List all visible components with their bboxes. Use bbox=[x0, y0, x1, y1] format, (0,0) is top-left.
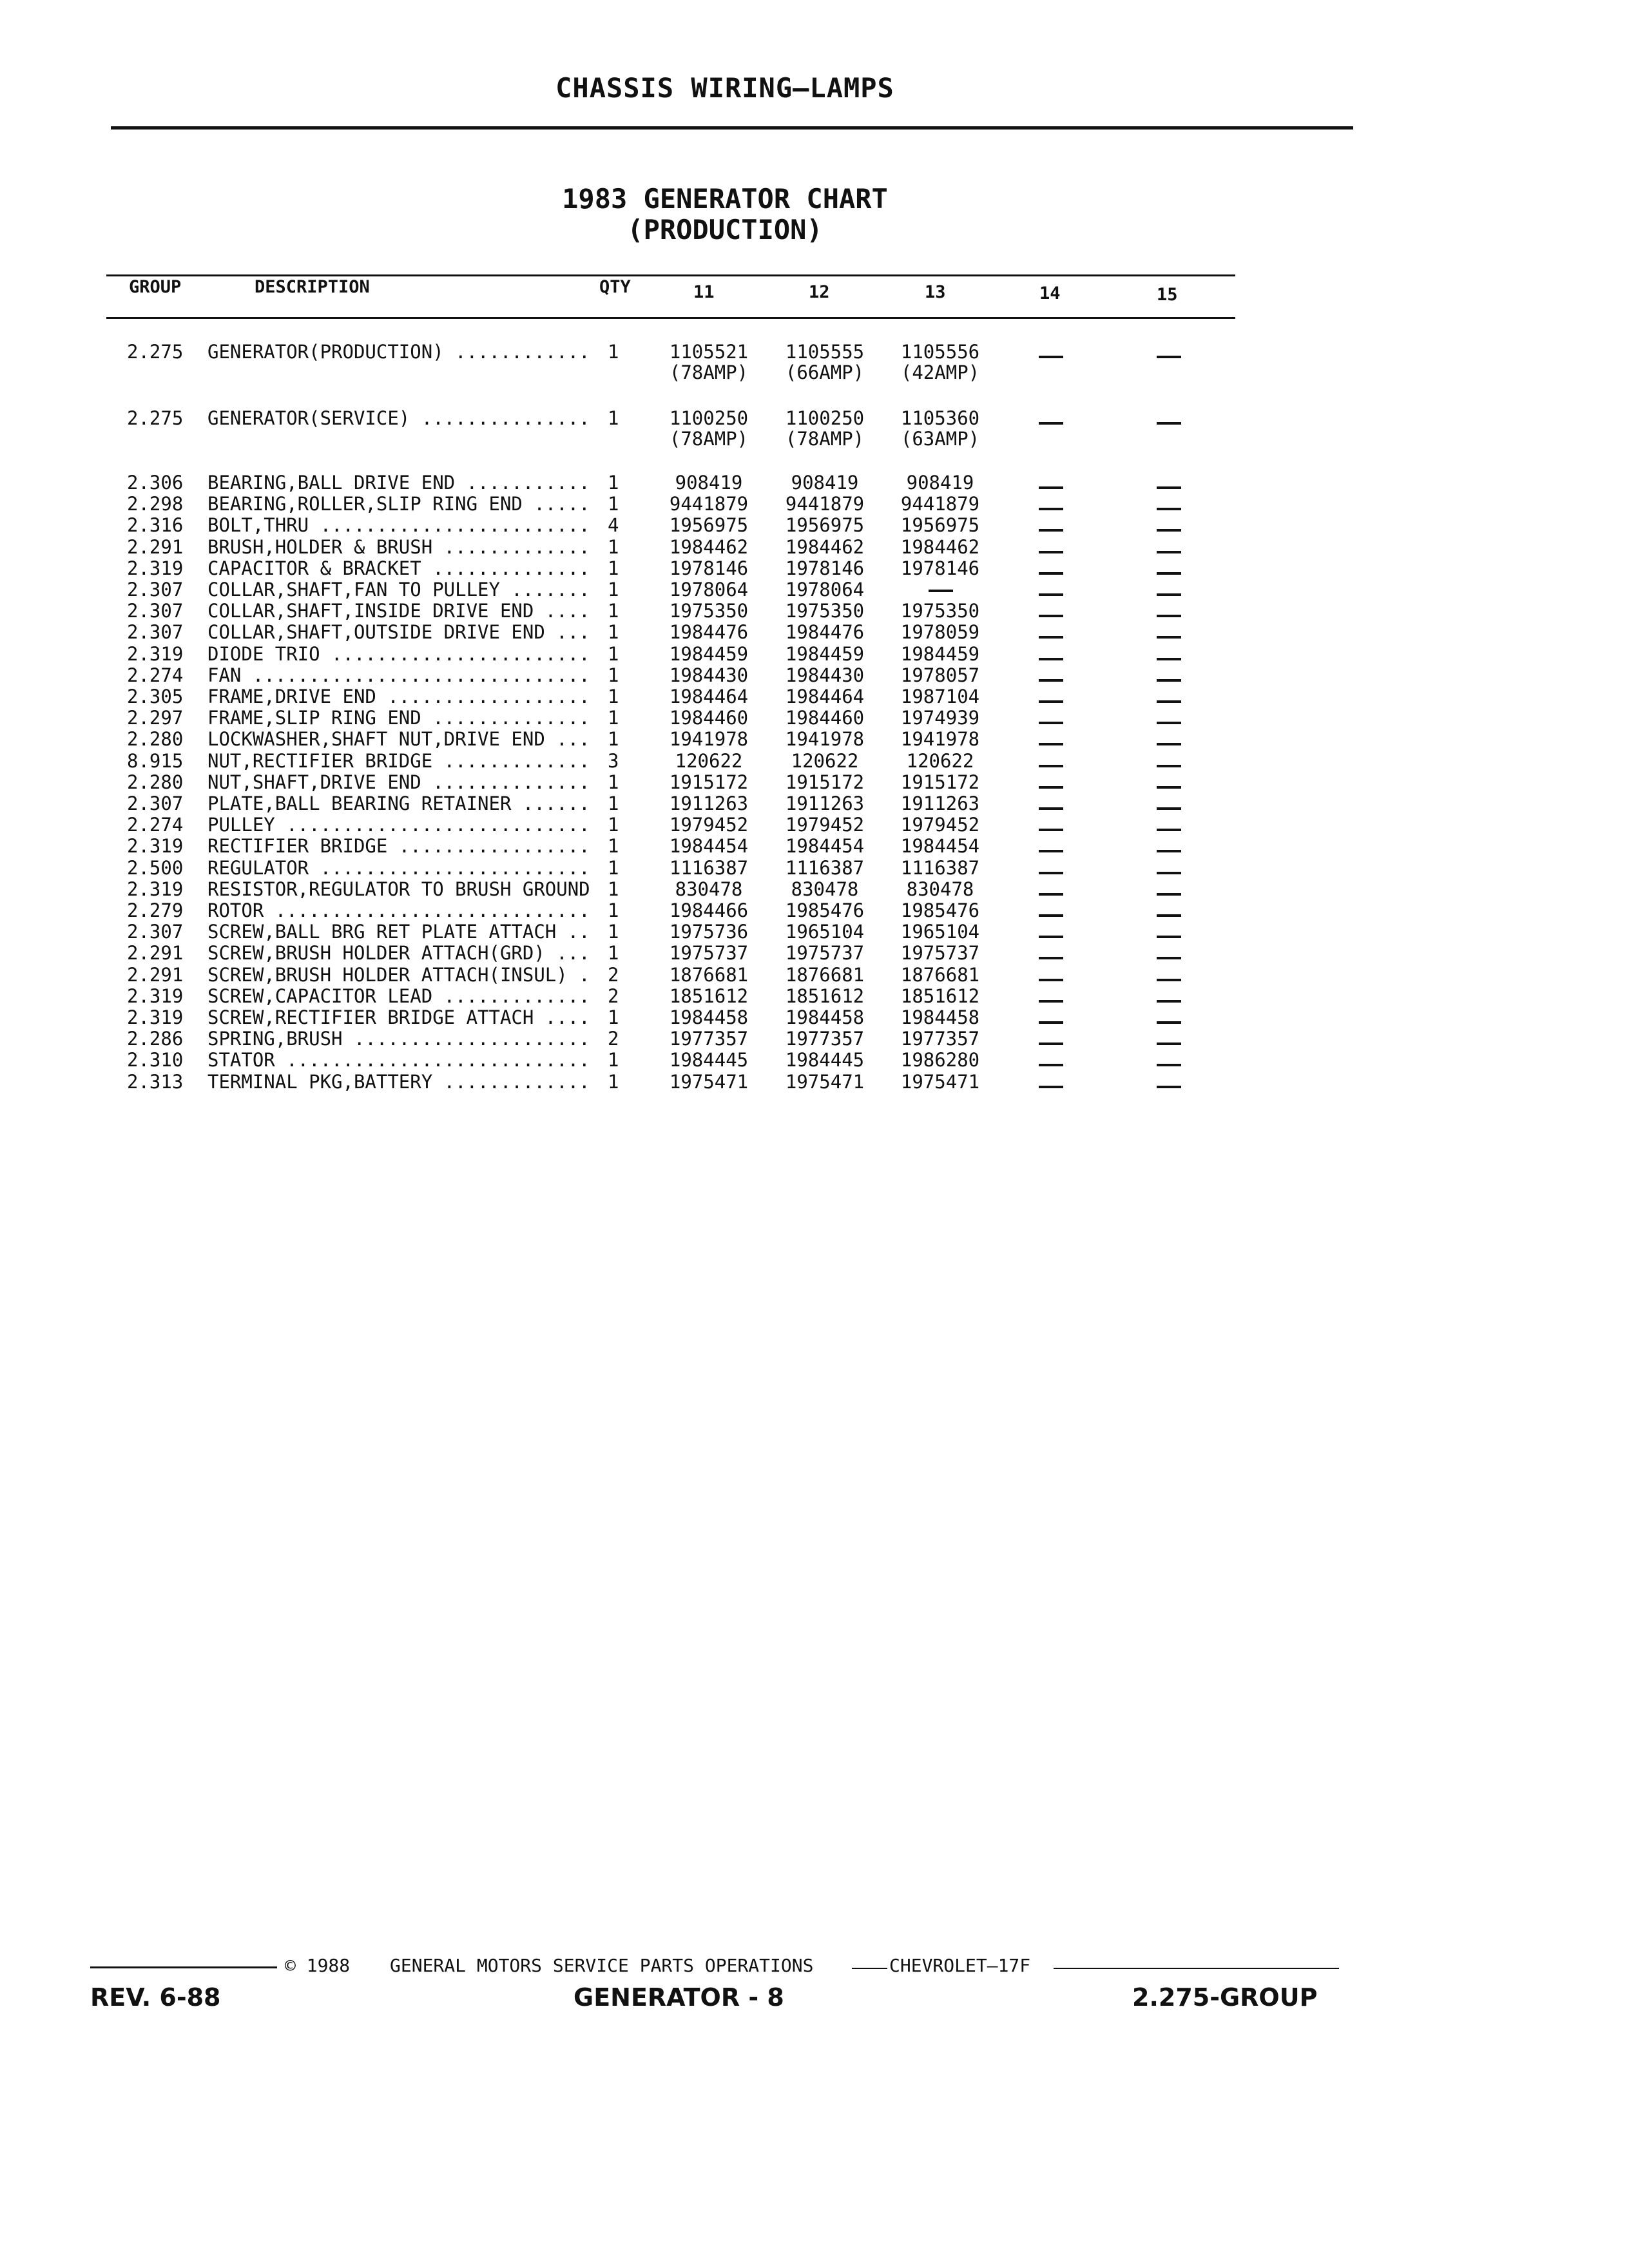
row-c15-dash bbox=[1157, 1000, 1181, 1003]
col-header-12: 12 bbox=[809, 282, 830, 302]
row-c13: 1979452 bbox=[900, 814, 980, 836]
footer-rule-left bbox=[90, 1966, 277, 1968]
row-c12: 830478 bbox=[791, 878, 859, 900]
row-c13: 1978057 bbox=[900, 664, 980, 686]
row-group: 2.291 bbox=[127, 942, 184, 965]
row-c15-dash bbox=[1157, 572, 1181, 575]
row-group: 2.307 bbox=[127, 793, 184, 814]
row-c12: 1975471 bbox=[785, 1070, 865, 1093]
row-c14-dash bbox=[1039, 893, 1063, 896]
row-c14-dash bbox=[1039, 636, 1063, 639]
row-c12: 1984464 bbox=[785, 686, 865, 707]
row-c12: 1984445 bbox=[785, 1049, 865, 1072]
row-group: 2.310 bbox=[127, 1049, 184, 1072]
row-description: BEARING,ROLLER,SLIP RING END ..... bbox=[207, 493, 590, 515]
row-c14-dash bbox=[1039, 593, 1063, 596]
row-c14-dash bbox=[1039, 486, 1063, 489]
row-c15-dash bbox=[1157, 936, 1181, 938]
row-group: 2.306 bbox=[127, 472, 184, 494]
row-c14-dash bbox=[1039, 1086, 1063, 1088]
row-c14-dash bbox=[1039, 529, 1063, 532]
row-c12: 1956975 bbox=[785, 514, 865, 537]
row-group: 2.319 bbox=[127, 878, 184, 900]
row-c13: 1984459 bbox=[900, 642, 980, 665]
row-c15-dash bbox=[1157, 508, 1181, 510]
row-c12: 1984454 bbox=[785, 835, 865, 858]
row-description: SCREW,BRUSH HOLDER ATTACH(GRD) ... bbox=[207, 942, 590, 965]
row-group: 8.915 bbox=[127, 749, 184, 772]
row-description: NUT,SHAFT,DRIVE END .............. bbox=[207, 771, 590, 793]
row-qty: 1 bbox=[608, 835, 619, 858]
row-c13: 9441879 bbox=[900, 493, 980, 515]
row-amp-note: (42AMP) bbox=[900, 361, 980, 383]
row-c12: 1975737 bbox=[785, 942, 865, 965]
row-c11: 1105521 bbox=[669, 341, 749, 363]
row-group: 2.313 bbox=[127, 1070, 184, 1093]
row-c13: 1985476 bbox=[900, 899, 980, 921]
row-c12: 1978146 bbox=[785, 557, 865, 579]
row-c13: 1941978 bbox=[900, 728, 980, 751]
row-c13: 1956975 bbox=[900, 514, 980, 537]
row-c11: 1984454 bbox=[669, 835, 749, 858]
row-c14-dash bbox=[1039, 936, 1063, 938]
col-header-group: GROUP bbox=[129, 277, 182, 297]
row-qty: 1 bbox=[608, 341, 619, 363]
row-c12: 1984430 bbox=[785, 664, 865, 686]
footer-copyright: © 1988 bbox=[285, 1955, 351, 1976]
row-description: LOCKWASHER,SHAFT NUT,DRIVE END ... bbox=[207, 728, 590, 751]
row-c12: 120622 bbox=[791, 749, 859, 772]
row-c11: 1941978 bbox=[669, 728, 749, 751]
row-group: 2.319 bbox=[127, 1006, 184, 1028]
row-c14-dash bbox=[1039, 1021, 1063, 1024]
row-c13: 1984462 bbox=[900, 535, 980, 558]
row-c14-dash bbox=[1039, 765, 1063, 767]
row-c12: 1965104 bbox=[785, 921, 865, 943]
row-c15-dash bbox=[1157, 1021, 1181, 1024]
row-c13: 120622 bbox=[906, 749, 974, 772]
row-qty: 1 bbox=[608, 642, 619, 665]
row-c15-dash bbox=[1157, 529, 1181, 532]
row-group: 2.319 bbox=[127, 985, 184, 1007]
row-amp-note: (78AMP) bbox=[785, 428, 865, 450]
row-qty: 4 bbox=[608, 514, 619, 537]
row-c15-dash bbox=[1157, 593, 1181, 596]
row-qty: 1 bbox=[608, 407, 619, 429]
row-qty: 1 bbox=[608, 771, 619, 793]
row-group: 2.280 bbox=[127, 728, 184, 751]
row-c11: 1915172 bbox=[669, 771, 749, 793]
footer-group: 2.275-GROUP bbox=[1132, 1983, 1318, 2012]
row-description: SCREW,BRUSH HOLDER ATTACH(INSUL) . bbox=[207, 963, 590, 986]
row-c15-dash bbox=[1157, 658, 1181, 660]
row-description: STATOR ........................... bbox=[207, 1049, 590, 1072]
row-c14-dash bbox=[1039, 829, 1063, 831]
row-c12: 1984462 bbox=[785, 535, 865, 558]
row-description: COLLAR,SHAFT,OUTSIDE DRIVE END ... bbox=[207, 621, 590, 644]
row-c12: 1984459 bbox=[785, 642, 865, 665]
table-header-rule bbox=[106, 317, 1235, 319]
row-amp-note: (78AMP) bbox=[669, 361, 749, 383]
row-description: CAPACITOR & BRACKET .............. bbox=[207, 557, 590, 579]
row-qty: 1 bbox=[608, 1049, 619, 1072]
row-c15-dash bbox=[1157, 893, 1181, 896]
row-qty: 1 bbox=[608, 707, 619, 729]
row-group: 2.319 bbox=[127, 557, 184, 579]
row-c12: 1984460 bbox=[785, 707, 865, 729]
row-description: FRAME,SLIP RING END .............. bbox=[207, 707, 590, 729]
row-amp-note: (63AMP) bbox=[900, 428, 980, 450]
row-group: 2.298 bbox=[127, 493, 184, 515]
row-c15-dash bbox=[1157, 979, 1181, 981]
row-description: BEARING,BALL DRIVE END ........... bbox=[207, 472, 590, 494]
row-c13: 1975350 bbox=[900, 600, 980, 622]
row-group: 2.286 bbox=[127, 1028, 184, 1050]
row-c15-dash bbox=[1157, 636, 1181, 639]
row-qty: 1 bbox=[608, 878, 619, 900]
row-description: ROTOR ............................ bbox=[207, 899, 590, 921]
row-description: PLATE,BALL BEARING RETAINER ...... bbox=[207, 793, 590, 814]
row-c12: 908419 bbox=[791, 472, 859, 494]
row-group: 2.274 bbox=[127, 664, 184, 686]
row-group: 2.319 bbox=[127, 642, 184, 665]
row-c14-dash bbox=[1039, 1064, 1063, 1066]
row-qty: 1 bbox=[608, 686, 619, 707]
row-c15-dash bbox=[1157, 807, 1181, 810]
row-c15-dash bbox=[1157, 765, 1181, 767]
row-group: 2.279 bbox=[127, 899, 184, 921]
row-amp-note: (78AMP) bbox=[669, 428, 749, 450]
row-c15-dash bbox=[1157, 722, 1181, 724]
footer-division bbox=[852, 1955, 1068, 2019]
row-description: NUT,RECTIFIER BRIDGE ............. bbox=[207, 749, 590, 772]
footer-org: GENERAL MOTORS SERVICE PARTS OPERATIONS bbox=[390, 1955, 814, 1976]
row-c13: 908419 bbox=[906, 472, 974, 494]
chart-title-line2: (PRODUCTION) bbox=[627, 214, 823, 245]
row-c13: 1915172 bbox=[900, 771, 980, 793]
col-header-qty: QTY bbox=[599, 277, 631, 297]
row-c14-dash bbox=[1039, 551, 1063, 553]
row-c14-dash bbox=[1039, 1043, 1063, 1045]
row-description: SCREW,RECTIFIER BRIDGE ATTACH .... bbox=[207, 1006, 590, 1028]
row-c13: 1975737 bbox=[900, 942, 980, 965]
row-qty: 1 bbox=[608, 793, 619, 814]
row-qty: 1 bbox=[608, 942, 619, 965]
row-c12: 1915172 bbox=[785, 771, 865, 793]
row-c12: 1851612 bbox=[785, 985, 865, 1007]
row-c11: 120622 bbox=[675, 749, 743, 772]
row-description: SCREW,CAPACITOR LEAD ............. bbox=[207, 985, 590, 1007]
row-c14-dash bbox=[1039, 743, 1063, 745]
header-rule bbox=[111, 126, 1353, 130]
row-qty: 1 bbox=[608, 535, 619, 558]
row-c12: 1977357 bbox=[785, 1028, 865, 1050]
row-c14-dash bbox=[1039, 1000, 1063, 1003]
row-c15-dash bbox=[1157, 486, 1181, 489]
row-group: 2.316 bbox=[127, 514, 184, 537]
row-c11: 1984464 bbox=[669, 686, 749, 707]
footer-section: GENERATOR - 8 bbox=[574, 1983, 784, 2012]
table-top-rule bbox=[106, 274, 1235, 276]
footer-revision: REV. 6-88 bbox=[90, 1983, 221, 2012]
col-header-11: 11 bbox=[693, 282, 715, 302]
row-qty: 1 bbox=[608, 899, 619, 921]
row-c11: 1876681 bbox=[669, 963, 749, 986]
row-qty: 1 bbox=[608, 1006, 619, 1028]
row-c11: 1851612 bbox=[669, 985, 749, 1007]
row-group: 2.291 bbox=[127, 963, 184, 986]
row-description: REGULATOR ........................ bbox=[207, 856, 590, 879]
row-group: 2.307 bbox=[127, 621, 184, 644]
row-c15-dash bbox=[1157, 679, 1181, 682]
row-c13: 1977357 bbox=[900, 1028, 980, 1050]
row-c12: 1941978 bbox=[785, 728, 865, 751]
row-qty: 1 bbox=[608, 600, 619, 622]
row-c14-dash bbox=[1039, 914, 1063, 917]
row-description: FRAME,DRIVE END .................. bbox=[207, 686, 590, 707]
row-c13: 1984454 bbox=[900, 835, 980, 858]
row-group: 2.275 bbox=[127, 341, 184, 363]
row-c11: 1977357 bbox=[669, 1028, 749, 1050]
row-c12: 1116387 bbox=[785, 856, 865, 879]
row-c15-dash bbox=[1157, 1043, 1181, 1045]
row-qty: 1 bbox=[608, 579, 619, 601]
row-c13: 1978146 bbox=[900, 557, 980, 579]
row-group: 2.500 bbox=[127, 856, 184, 879]
row-c11: 1984466 bbox=[669, 899, 749, 921]
row-c14-dash bbox=[1039, 872, 1063, 874]
col-header-13: 13 bbox=[925, 282, 946, 302]
row-c14-dash bbox=[1039, 356, 1063, 358]
row-c12: 1876681 bbox=[785, 963, 865, 986]
row-c14-dash bbox=[1039, 572, 1063, 575]
row-c12: 1978064 bbox=[785, 579, 865, 601]
page-header-title: CHASSIS WIRING—LAMPS bbox=[555, 72, 894, 104]
row-c15-dash bbox=[1157, 1086, 1181, 1088]
row-c13: 1986280 bbox=[900, 1049, 980, 1072]
row-qty: 1 bbox=[608, 664, 619, 686]
row-c14-dash bbox=[1039, 722, 1063, 724]
row-c13: 1876681 bbox=[900, 963, 980, 986]
row-c13: 1105360 bbox=[900, 407, 980, 429]
row-c11: 1984462 bbox=[669, 535, 749, 558]
row-description: BRUSH,HOLDER & BRUSH ............. bbox=[207, 535, 590, 558]
row-qty: 1 bbox=[608, 1070, 619, 1093]
row-c11: 9441879 bbox=[669, 493, 749, 515]
col-header-15: 15 bbox=[1157, 285, 1178, 305]
chart-title-line1: 1983 GENERATOR CHART bbox=[562, 183, 888, 215]
row-c14-dash bbox=[1039, 786, 1063, 789]
row-c14-dash bbox=[1039, 957, 1063, 959]
row-c15-dash bbox=[1157, 786, 1181, 789]
row-c11: 1975736 bbox=[669, 921, 749, 943]
row-c13: 1978059 bbox=[900, 621, 980, 644]
row-c15-dash bbox=[1157, 615, 1181, 617]
row-c15-dash bbox=[1157, 957, 1181, 959]
row-c15-dash bbox=[1157, 829, 1181, 831]
row-c14-dash bbox=[1039, 508, 1063, 510]
row-c11: 1975350 bbox=[669, 600, 749, 622]
row-c11: 1975471 bbox=[669, 1070, 749, 1093]
row-description: GENERATOR(SERVICE) ............... bbox=[207, 407, 590, 429]
row-c11: 1984445 bbox=[669, 1049, 749, 1072]
row-description: FAN .............................. bbox=[207, 664, 590, 686]
row-c12: 1105555 bbox=[785, 341, 865, 363]
row-description: RECTIFIER BRIDGE ................. bbox=[207, 835, 590, 858]
row-description: TERMINAL PKG,BATTERY ............. bbox=[207, 1070, 590, 1093]
row-description: RESISTOR,REGULATOR TO BRUSH GROUND bbox=[207, 878, 590, 900]
row-c14-dash bbox=[1039, 422, 1063, 425]
row-c11: 1911263 bbox=[669, 793, 749, 814]
row-c12: 1984476 bbox=[785, 621, 865, 644]
row-c11: 1984459 bbox=[669, 642, 749, 665]
row-description: COLLAR,SHAFT,FAN TO PULLEY ....... bbox=[207, 579, 590, 601]
row-c11: 1984476 bbox=[669, 621, 749, 644]
row-qty: 1 bbox=[608, 921, 619, 943]
footer-division-text: CHEVROLET—17F bbox=[889, 1955, 1031, 1976]
row-c13: 1116387 bbox=[900, 856, 980, 879]
row-group: 2.280 bbox=[127, 771, 184, 793]
row-c13: 1975471 bbox=[900, 1070, 980, 1093]
row-c15-dash bbox=[1157, 422, 1181, 425]
row-c12: 1100250 bbox=[785, 407, 865, 429]
row-c13: 830478 bbox=[906, 878, 974, 900]
row-c14-dash bbox=[1039, 850, 1063, 852]
col-header-description: DESCRIPTION bbox=[255, 277, 370, 297]
row-c11: 1956975 bbox=[669, 514, 749, 537]
row-c11: 1984430 bbox=[669, 664, 749, 686]
row-c15-dash bbox=[1157, 1064, 1181, 1066]
row-qty: 1 bbox=[608, 856, 619, 879]
row-c11: 1116387 bbox=[669, 856, 749, 879]
row-qty: 1 bbox=[608, 493, 619, 515]
row-c12: 1984458 bbox=[785, 1006, 865, 1028]
row-c13: 1974939 bbox=[900, 707, 980, 729]
row-c13: 1911263 bbox=[900, 793, 980, 814]
row-c11: 1975737 bbox=[669, 942, 749, 965]
row-description: COLLAR,SHAFT,INSIDE DRIVE END .... bbox=[207, 600, 590, 622]
row-qty: 3 bbox=[608, 749, 619, 772]
row-c11: 1978146 bbox=[669, 557, 749, 579]
row-c12: 1911263 bbox=[785, 793, 865, 814]
row-group: 2.307 bbox=[127, 921, 184, 943]
chart-title bbox=[0, 184, 1450, 245]
row-c11: 1100250 bbox=[669, 407, 749, 429]
row-qty: 2 bbox=[608, 1028, 619, 1050]
row-c11: 1984460 bbox=[669, 707, 749, 729]
row-c15-dash bbox=[1157, 850, 1181, 852]
row-description: PULLEY ........................... bbox=[207, 814, 590, 836]
footer-rule-right bbox=[1054, 1968, 1339, 1969]
col-header-14: 14 bbox=[1039, 284, 1061, 303]
row-qty: 1 bbox=[608, 728, 619, 751]
row-c11: 830478 bbox=[675, 878, 743, 900]
row-group: 2.307 bbox=[127, 579, 184, 601]
row-c11: 1978064 bbox=[669, 579, 749, 601]
row-description: BOLT,THRU ........................ bbox=[207, 514, 590, 537]
row-c12: 1979452 bbox=[785, 814, 865, 836]
row-c14-dash bbox=[1039, 679, 1063, 682]
row-amp-note: (66AMP) bbox=[785, 361, 865, 383]
row-group: 2.291 bbox=[127, 535, 184, 558]
row-c13: 1987104 bbox=[900, 686, 980, 707]
row-c12: 9441879 bbox=[785, 493, 865, 515]
row-c14-dash bbox=[1039, 700, 1063, 703]
row-description: GENERATOR(PRODUCTION) ............ bbox=[207, 341, 590, 363]
row-qty: 2 bbox=[608, 963, 619, 986]
row-c11: 1979452 bbox=[669, 814, 749, 836]
row-description: DIODE TRIO ....................... bbox=[207, 642, 590, 665]
row-c13: 1984458 bbox=[900, 1006, 980, 1028]
row-c13: 1965104 bbox=[900, 921, 980, 943]
row-c13: 1105556 bbox=[900, 341, 980, 363]
row-c14-dash bbox=[1039, 658, 1063, 660]
row-c11: 908419 bbox=[675, 472, 743, 494]
row-c14-dash bbox=[1039, 979, 1063, 981]
row-group: 2.307 bbox=[127, 600, 184, 622]
row-c15-dash bbox=[1157, 872, 1181, 874]
row-group: 2.297 bbox=[127, 707, 184, 729]
row-c14-dash bbox=[1039, 615, 1063, 617]
row-description: SPRING,BRUSH ..................... bbox=[207, 1028, 590, 1050]
row-c11: 1984458 bbox=[669, 1006, 749, 1028]
row-c12: 1975350 bbox=[785, 600, 865, 622]
row-c15-dash bbox=[1157, 356, 1181, 358]
row-c15-dash bbox=[1157, 914, 1181, 917]
row-c15-dash bbox=[1157, 743, 1181, 745]
row-c13: 1851612 bbox=[900, 985, 980, 1007]
row-group: 2.275 bbox=[127, 407, 184, 429]
row-c14-dash bbox=[1039, 807, 1063, 810]
row-c13-dash bbox=[929, 590, 953, 592]
row-group: 2.274 bbox=[127, 814, 184, 836]
row-qty: 2 bbox=[608, 985, 619, 1007]
row-group: 2.305 bbox=[127, 686, 184, 707]
row-c15-dash bbox=[1157, 551, 1181, 553]
row-c12: 1985476 bbox=[785, 899, 865, 921]
row-qty: 1 bbox=[608, 557, 619, 579]
row-description: SCREW,BALL BRG RET PLATE ATTACH .. bbox=[207, 921, 590, 943]
row-qty: 1 bbox=[608, 814, 619, 836]
row-c15-dash bbox=[1157, 700, 1181, 703]
row-qty: 1 bbox=[608, 621, 619, 644]
row-group: 2.319 bbox=[127, 835, 184, 858]
row-qty: 1 bbox=[608, 472, 619, 494]
